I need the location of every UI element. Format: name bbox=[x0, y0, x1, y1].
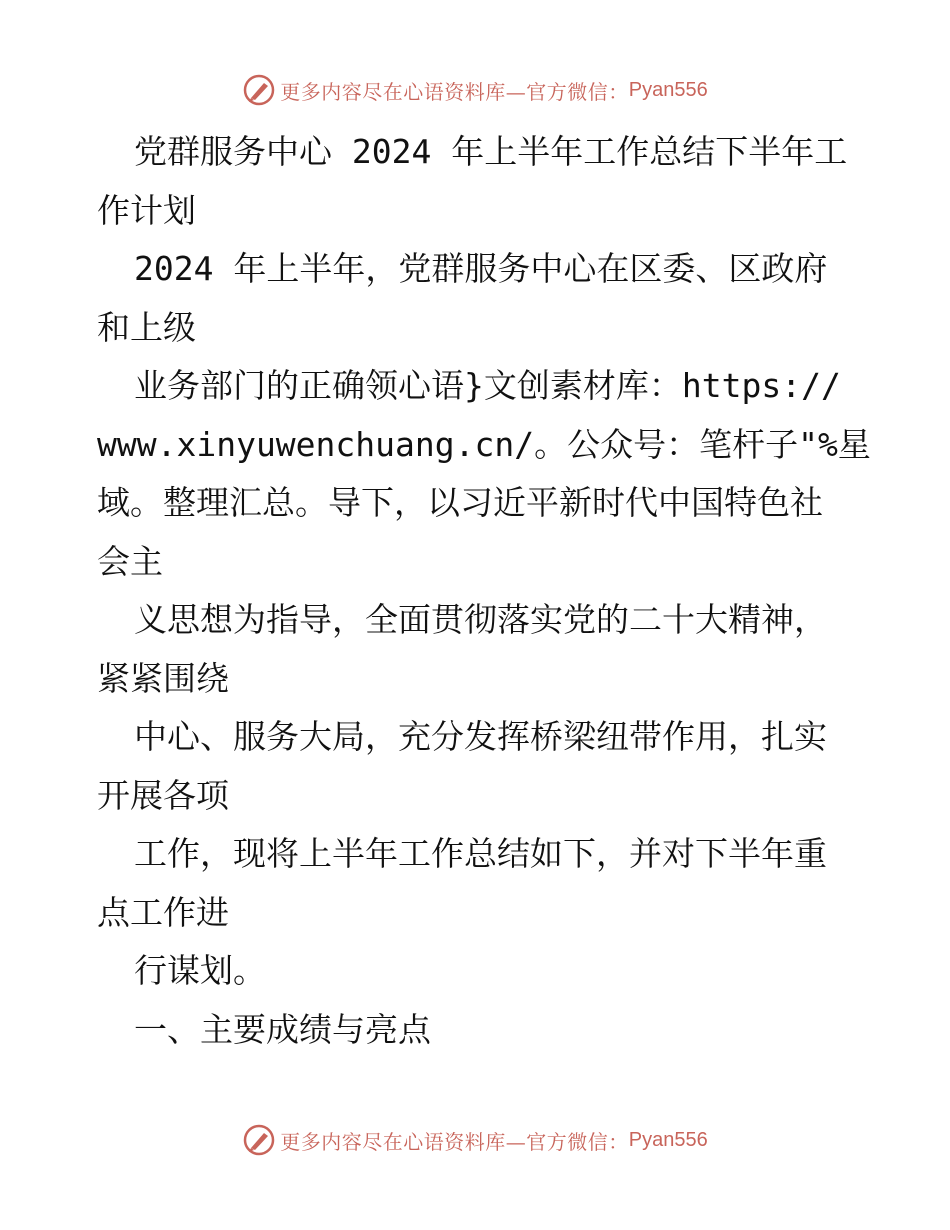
header-banner-text: 更多内容尽在心语资料库—官方微信： bbox=[280, 79, 629, 104]
document-title-line-1: 党群服务中心 2024 年上半年工作总结下半年工 bbox=[134, 132, 848, 171]
paragraph-line: 会主 bbox=[97, 541, 163, 581]
paragraph-line: 域。整理汇总。导下，以习近平新时代中国特色社 bbox=[97, 483, 823, 522]
footer-banner bbox=[0, 1120, 950, 1160]
pen-logo-icon bbox=[242, 73, 276, 107]
section-heading: 一、主要成绩与亮点 bbox=[134, 1009, 431, 1049]
paragraph-line: 开展各项 bbox=[97, 775, 229, 815]
document-title-line-2: 作计划 bbox=[97, 190, 196, 230]
paragraph-line: 中心、服务大局，充分发挥桥梁纽带作用，扎实 bbox=[134, 717, 827, 756]
paragraph-line: 工作，现将上半年工作总结如下，并对下半年重 bbox=[134, 834, 827, 873]
document-body bbox=[97, 123, 871, 1059]
header-banner bbox=[0, 70, 950, 110]
footer-banner-text: 更多内容尽在心语资料库—官方微信： bbox=[280, 1129, 629, 1154]
header-banner-wechat: Pyan556 bbox=[628, 78, 708, 101]
paragraph-line: 行谋划。 bbox=[134, 951, 266, 990]
paragraph-line: 业务部门的正确领心语}文创素材库：https:// bbox=[134, 366, 841, 405]
paragraph-line: 点工作进 bbox=[97, 892, 229, 932]
pen-logo-icon bbox=[242, 1123, 276, 1157]
footer-banner-wechat: Pyan556 bbox=[628, 1128, 708, 1151]
paragraph-line: 和上级 bbox=[97, 307, 196, 347]
paragraph-line: 紧紧围绕 bbox=[97, 658, 229, 698]
paragraph-line: 义思想为指导，全面贯彻落实党的二十大精神， bbox=[134, 600, 827, 639]
paragraph-line: www.xinyuwenchuang.cn/。公众号：笔杆子"%星 bbox=[97, 424, 871, 464]
paragraph-line: 2024 年上半年，党群服务中心在区委、区政府 bbox=[134, 249, 828, 288]
